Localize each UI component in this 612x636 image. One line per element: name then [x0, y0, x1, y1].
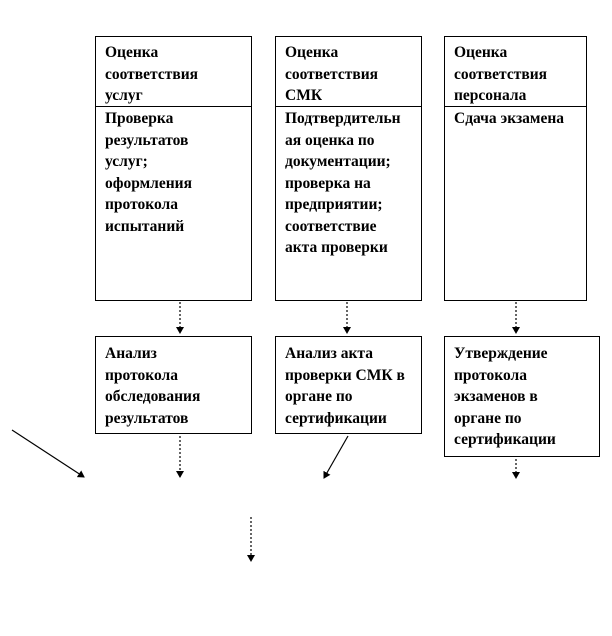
arrow-qms-analysis-diagonal: [324, 436, 348, 478]
assessment-header-personnel: Оценка соответствия персонала: [445, 37, 586, 107]
assessment-header-services: Оценка соответствия услуг: [96, 37, 251, 107]
analysis-text-qms: Анализ акта проверки СМК в органе по сертификации: [285, 345, 405, 427]
approval-text-personnel: Утверждение протокола экзаменов в органе по сертификации: [454, 345, 556, 448]
assessment-body-personnel: Сдача экзамена: [454, 110, 565, 127]
arrow-left-diagonal: [12, 430, 84, 477]
assessment-header-qms: Оценка соответствия СМК: [276, 37, 421, 107]
analysis-text-services: Анализ протокола обследования результатов: [105, 345, 201, 427]
assessment-body-qms: Подтвердительн ая оценка по документации; проверка на предприятии; соответствие акта проверки: [285, 110, 401, 256]
assessment-body-services: Проверка результатов услуг; оформления протокола испытаний: [105, 110, 192, 235]
